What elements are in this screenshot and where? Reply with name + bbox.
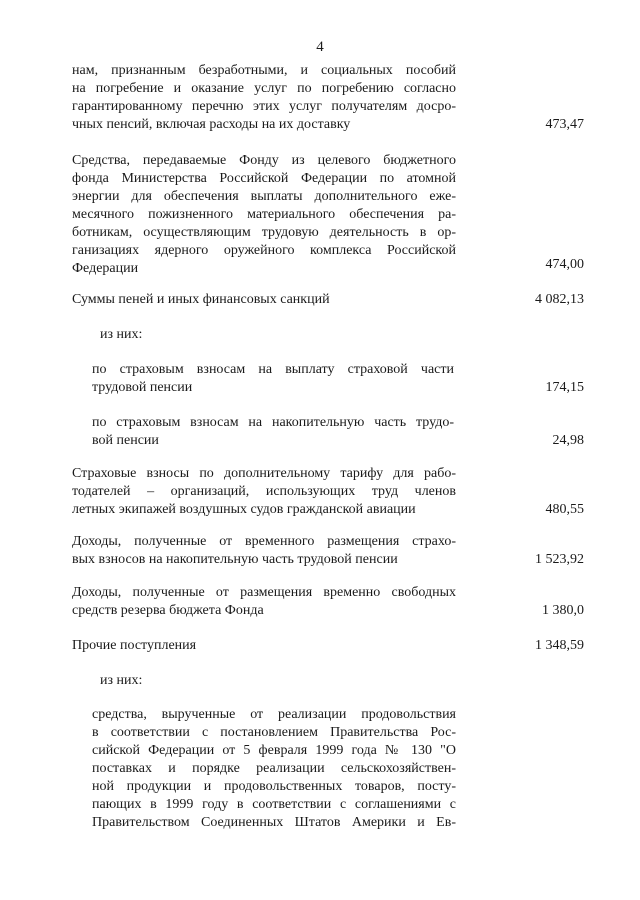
entry-amount: 24,98 xyxy=(552,433,584,448)
text-line: по страховым взносам на накопительную часть трудо- xyxy=(92,415,454,430)
text-line: средства, вырученные от реализации продовольствия xyxy=(92,707,456,722)
entry-text xyxy=(72,533,456,569)
text-line: чных пенсий, включая расходы на их доставку xyxy=(72,117,351,132)
text-line: гарантированному перечню этих услуг получателям досро- xyxy=(72,99,456,114)
text-line: Правительством Соединенных Штатов Америки и Ев- xyxy=(92,815,456,830)
text-line: трудовой пенсии xyxy=(92,380,193,395)
entry-amount: 473,47 xyxy=(545,117,584,132)
entry-text xyxy=(72,62,456,134)
text-line: летных экипажей воздушных судов гражданской авиации xyxy=(72,502,416,517)
text-line: Суммы пеней и иных финансовых санкций xyxy=(72,292,330,307)
text-line: на погребение и оказание услуг по погребению согласно xyxy=(72,81,456,96)
text-line: Страховые взносы по дополнительному тарифу для рабо- xyxy=(72,466,456,481)
text-line: пающих в 1999 году в соответствии с соглашениями с xyxy=(92,797,456,812)
entry-text xyxy=(72,465,456,519)
page-number: 4 xyxy=(316,39,324,55)
entry-text xyxy=(92,361,454,397)
text-line: ной продукции и продовольственных товаров, посту- xyxy=(92,779,456,794)
entry-text xyxy=(72,152,456,278)
text-line: вых взносов на накопительную часть трудовой пенсии xyxy=(72,552,398,567)
text-line: Доходы, полученные от временного размещения страхо- xyxy=(72,534,456,549)
text-line: фонда Министерства Российской Федерации по атомной xyxy=(72,171,456,186)
text-line: по страховым взносам на выплату страховой части xyxy=(92,362,454,377)
text-line: ганизациях ядерного оружейного комплекса Российской xyxy=(72,243,456,258)
entry-amount: 1 380,0 xyxy=(542,603,584,618)
text-line: в соответствии с постановлением Правительства Рос- xyxy=(92,725,456,740)
text-line: из них: xyxy=(100,673,143,688)
text-line: Доходы, полученные от размещения временно свободных xyxy=(72,585,456,600)
entry-amount: 174,15 xyxy=(545,380,584,395)
text-line: ботникам, осуществляющим трудовую деятельность в ор- xyxy=(72,225,456,240)
entry-text xyxy=(92,414,454,450)
entry-text xyxy=(72,584,456,620)
text-line: Федерации xyxy=(72,261,139,276)
text-line: вой пенсии xyxy=(92,433,159,448)
entry-text xyxy=(72,637,456,655)
entry-text xyxy=(92,706,456,832)
entry-amount: 1 348,59 xyxy=(535,638,584,653)
entry-amount: 1 523,92 xyxy=(535,552,584,567)
entry-text xyxy=(100,672,400,690)
entry-amount: 4 082,13 xyxy=(535,292,584,307)
text-line: Прочие поступления xyxy=(72,638,197,653)
text-line: поставках и порядке реализации сельскохозяйствен- xyxy=(92,761,456,776)
text-line: из них: xyxy=(100,327,143,342)
text-line: средств резерва бюджета Фонда xyxy=(72,603,264,618)
text-line: месячного пожизненного материального обеспечения ра- xyxy=(72,207,456,222)
text-line: энергии для обеспечения выплаты дополнительного еже- xyxy=(72,189,456,204)
entry-text xyxy=(72,291,456,309)
text-line: Средства, передаваемые Фонду из целевого бюджетного xyxy=(72,153,456,168)
text-line: сийской Федерации от 5 февраля 1999 года № 130 "О xyxy=(92,743,456,758)
entry-amount: 480,55 xyxy=(545,502,584,517)
entry-text xyxy=(100,326,400,344)
entry-amount: 474,00 xyxy=(545,257,584,272)
text-line: нам, признанным безработными, и социальных пособий xyxy=(72,63,456,78)
text-line: тодателей – организаций, использующих труд членов xyxy=(72,484,456,499)
